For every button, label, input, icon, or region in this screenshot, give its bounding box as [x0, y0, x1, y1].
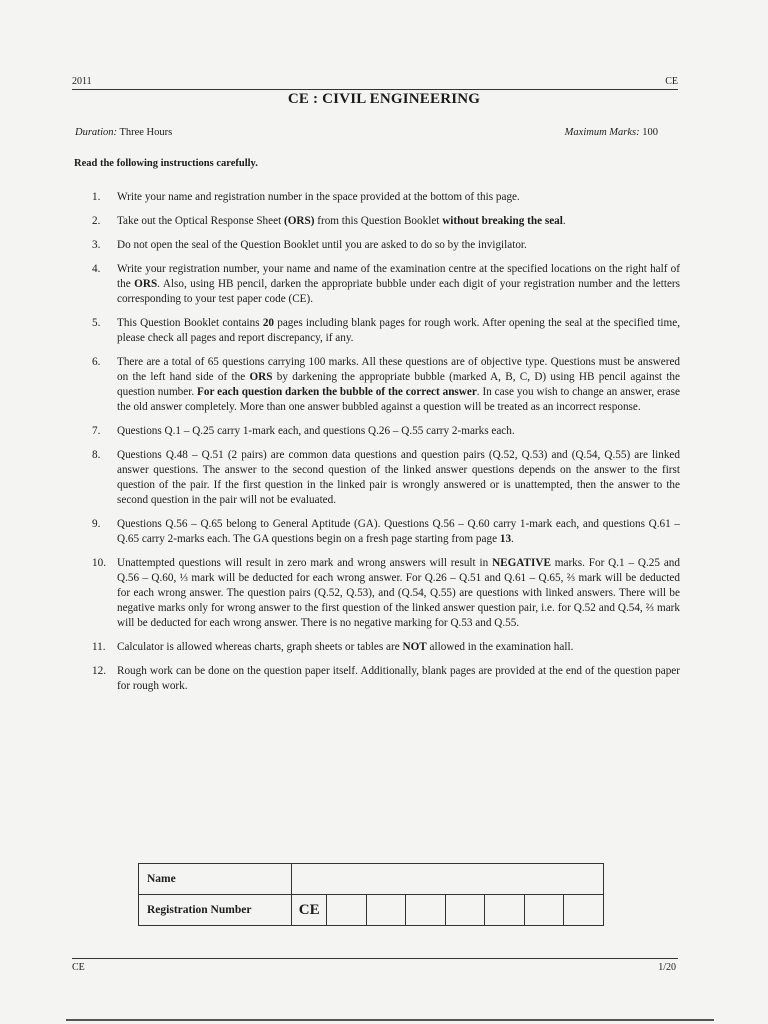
instruction-text: . [511, 533, 514, 545]
instruction-text: marks. For Q.1 – Q.25 and Q.56 – Q.60, ⅓ mark will be deducted for each wrong answer. For Q.26 – Q.51 and Q.61 – Q.65, ⅔ mark will be deducted for each wrong answer. The question pairs (Q.52, Q.53), and (Q.54, Q.55) are questions with linked answers. There will be negative marks only for wrong answer to the first question of the linked answer question pair, i.e. for Q.52 and Q.54, ⅔ mark will be deducted for each wrong answer. There is no negative marking for Q.53 and Q.55. [117, 557, 680, 629]
instruction-emphasis: 20 [262, 317, 275, 329]
instruction-emphasis: ORS [134, 278, 158, 290]
name-row [139, 864, 604, 895]
footer-paper-code: CE [72, 962, 85, 973]
registration-digit-cell[interactable] [327, 895, 367, 926]
maximum-marks-value: 100 [642, 127, 658, 138]
candidate-details-table [138, 863, 604, 926]
maximum-marks [565, 127, 658, 138]
instruction-text: . Also, using HB pencil, darken the appropriate bubble under each digit of your registration number and the letters corresponding to your test paper code (CE). [117, 278, 680, 305]
instruction-number: 10. [92, 557, 106, 569]
duration [75, 127, 172, 138]
registration-digit-cell[interactable] [485, 895, 525, 926]
instruction-item [92, 262, 680, 307]
instructions-heading: Read the following instructions carefully. [74, 158, 258, 169]
instruction-text: Questions Q.1 – Q.25 carry 1-mark each, and questions Q.26 – Q.55 carry 2-marks each. [117, 425, 515, 437]
instruction-number: 8. [92, 449, 101, 461]
name-label: Name [139, 864, 292, 895]
instruction-item [92, 190, 680, 205]
registration-digit-cell[interactable] [564, 895, 604, 926]
instruction-emphasis: 13 [499, 533, 512, 545]
duration-value: Three Hours [119, 127, 173, 138]
instruction-text: Questions Q.56 – Q.65 belong to General Aptitude (GA). Questions Q.56 – Q.60 carry 1-mark each, and questions Q.61 – Q.65 carry 2-marks each. The GA questions begin on a fresh page starting from page [117, 518, 680, 545]
registration-row [139, 895, 604, 926]
instruction-emphasis: NOT [402, 641, 427, 653]
instruction-item [92, 355, 680, 415]
instruction-number: 3. [92, 239, 101, 251]
header-year: 2011 [72, 76, 92, 87]
registration-digit-cell[interactable] [524, 895, 564, 926]
instruction-item [92, 238, 680, 253]
instruction-emphasis: without breaking the seal [442, 215, 563, 227]
instruction-number: 7. [92, 425, 101, 437]
instruction-item [92, 556, 680, 631]
header-paper-code: CE [665, 76, 678, 87]
instruction-text: Write your registration number, your name and name of the examination centre at the specified locations on the right half of the [117, 263, 680, 290]
instruction-text: . [562, 215, 566, 227]
registration-digit-cell[interactable] [366, 895, 406, 926]
instruction-number: 12. [92, 665, 106, 677]
name-field[interactable] [292, 864, 604, 895]
footer-rule [72, 958, 678, 959]
instruction-text: Calculator is allowed whereas charts, graph sheets or tables are [117, 641, 403, 653]
instruction-number: 5. [92, 317, 101, 329]
instruction-item [92, 316, 680, 346]
page-title: CE : CIVIL ENGINEERING [287, 91, 481, 107]
maximum-marks-label: Maximum Marks: [564, 127, 640, 138]
instruction-item [92, 640, 680, 655]
instruction-item [92, 214, 680, 229]
instruction-number: 9. [92, 518, 101, 530]
instruction-number: 6. [92, 356, 101, 368]
registration-digit-cell[interactable] [406, 895, 446, 926]
instruction-text: Questions Q.48 – Q.51 (2 pairs) are common data questions and question pairs (Q.52, Q.53) and (Q.54, Q.55) are linked answer questions. The answer to the second question of the linked answer questions depends on the answer to the first question of the pair. If the first question in the linked pair is wrongly answered or is unattempted, then the answer to the second question in the pair will not be evaluated. [117, 449, 680, 506]
instruction-item [92, 664, 680, 694]
instruction-text: pages including blank pages for rough work. After opening the seal at the specified time, please check all pages and report discrepancy, if any. [117, 317, 680, 344]
instruction-text: Take out the Optical Response Sheet [117, 215, 284, 227]
footer-page-number: 1/20 [658, 962, 676, 973]
instruction-text: This Question Booklet contains [117, 317, 263, 329]
instruction-item [92, 517, 680, 547]
instruction-text: from this Question Booklet [314, 215, 443, 227]
instruction-emphasis: ORS [249, 371, 273, 383]
instruction-text: There are a total of 65 questions carrying 100 marks. All these questions are of objective type. Questions must be answered on the left hand side of the [117, 356, 680, 383]
registration-number-label: Registration Number [139, 895, 292, 926]
instruction-number: 2. [92, 215, 101, 227]
instruction-text: Write your name and registration number in the space provided at the bottom of this page. [117, 191, 520, 203]
duration-label: Duration: [75, 127, 117, 138]
instruction-number: 11. [92, 641, 106, 653]
instruction-text: by darkening the appropriate bubble (marked A, B, C, D) using HB pencil against the question number. [117, 371, 680, 398]
instruction-number: 1. [92, 191, 101, 203]
instruction-item [92, 448, 680, 508]
header-rule [72, 89, 678, 90]
bottom-scan-edge [66, 1019, 714, 1021]
registration-digit-cell[interactable] [445, 895, 485, 926]
instruction-text: Do not open the seal of the Question Booklet until you are asked to do so by the invigilator. [117, 239, 527, 251]
instruction-text: allowed in the examination hall. [426, 641, 574, 653]
instructions-list [92, 190, 680, 703]
instruction-text: . In case you wish to change an answer, erase the old answer completely. More than one answer bubbled against a question will be treated as an incorrect response. [117, 386, 681, 413]
instruction-number: 4. [92, 263, 101, 275]
instruction-item [92, 424, 680, 439]
instruction-emphasis: (ORS) [284, 215, 315, 227]
registration-code-prefix: CE [292, 895, 327, 926]
instruction-emphasis: NEGATIVE [492, 557, 551, 569]
instruction-emphasis: For each question darken the bubble of the correct answer [197, 386, 477, 398]
instruction-text: Rough work can be done on the question paper itself. Additionally, blank pages are provided at the end of the question paper for rough work. [117, 665, 680, 692]
instruction-text: Unattempted questions will result in zero mark and wrong answers will result in [117, 557, 493, 569]
